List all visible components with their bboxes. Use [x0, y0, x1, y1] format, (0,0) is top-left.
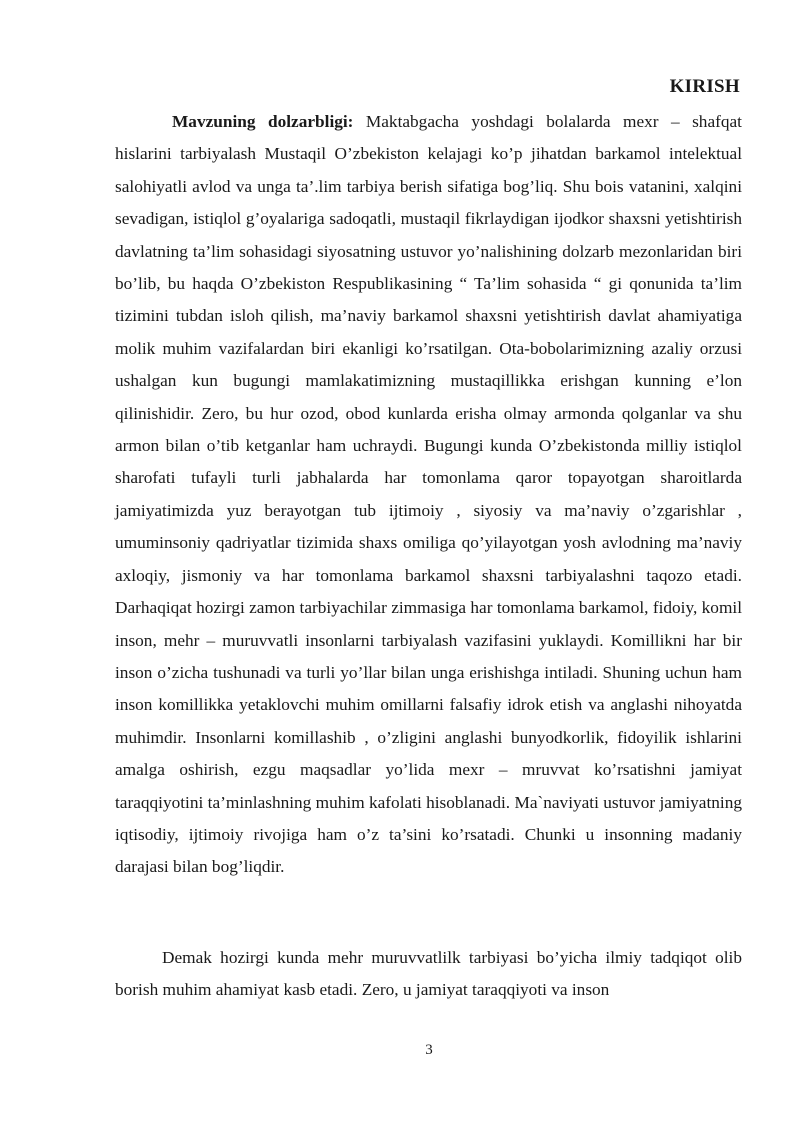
paragraph-conclusion: [115, 942, 742, 1007]
paragraph-text: Demak hozirgi kunda mehr muruvvatlilk tarbiyasi bo’yicha ilmiy tadqiqot olib borish muhim ahamiyat kasb etadi. Zero, u jamiyat taraqqiyoti va inson: [115, 948, 742, 1000]
section-heading: KIRISH: [669, 76, 740, 97]
paragraph-body: Maktabgacha yoshdagi bolalarda mexr – shafqat hislarini tarbiyalash Mustaqil O’zbekiston kelajagi ko’p jihatdan barkamol intelektual salohiyatli avlod va unga ta’.lim tarbiya berish sifatiga bog’liq. Shu bois vatanini, xalqini sevadigan, istiqlol g’oyalariga sadoqatli, mustaqil fikrlaydigan ijodkor shaxsni yetishtirish davlatning ta’lim sohasidagi siyosatning ustuvor yo’nalishining dolzarb mezonlaridan biri bo’lib, bu haqda O’zbekiston Respublikasining “ Ta’lim sohasida “ gi qonunida ta’lim tizimini tubdan isloh qilish, ma’naviy barkamol shaxsni yetishtirish davlat ahamiyatiga molik muhim vazifalardan biri ekanligi ko’rsatilgan. Ota-bobolarimizning azaliy orzusi ushalgan kun bugungi mamlakatimizning mustaqillikka erishgan kunning e’lon qilinishidir. Zero, bu hur ozod, obod kunlarda erisha olmay armonda qolganlar va shu armon bilan o’tib ketganlar ham uchraydi. Bugungi kunda O’zbekistonda milliy istiqlol sharofati tufayli turli jabhalarda har tomonlama qaror topayotgan sharoitlarda jamiyatimizda yuz berayotgan tub ijtimoiy , siyosiy va ma’naviy o’zgarishlar , umuminsoniy qadriyatlar tizimida shaxs omiliga qo’yilayotgan yosh avlodning ma’naviy axloqiy, jismoniy va har tomonlama barkamol shaxsni tarbiyalashni taqozo etadi. Darhaqiqat hozirgi zamon tarbiyachilar zimmasiga har tomonlama barkamol, fidoiy, komil inson, mehr – muruvvatli insonlarni tarbiyalash vazifasini yuklaydi. Komillikni har bir inson o’zicha tushunadi va turli yo’llar bilan unga erishishga intiladi. Shuning uchun ham inson komillikka yetaklovchi muhim omillarni falsafiy idrok etish va anglashi nihoyatda muhimdir. Insonlarni komillashib , o’zligini anglashi bunyodkorlik, fidoyilik ishlarini amalga oshirish, ezgu maqsadlar yo’lida mexr – mruvvat ko’rsatishni jamiyat taraqqiyotini ta’minlashning muhim kafolati hisoblanadi. Ma`naviyati ustuvor jamiyatning iqtisodiy, ijtimoiy rivojiga ham o’z ta’sini ko’rsatadi. Chunki u insonning madaniy darajasi bilan bog’liqdir.: [115, 112, 742, 877]
paragraph-relevance: [115, 106, 742, 884]
page-number: 3: [425, 1042, 433, 1058]
paragraph-text: [115, 106, 742, 884]
paragraph-lead: Mavzuning dolzarbligi:: [172, 112, 354, 131]
